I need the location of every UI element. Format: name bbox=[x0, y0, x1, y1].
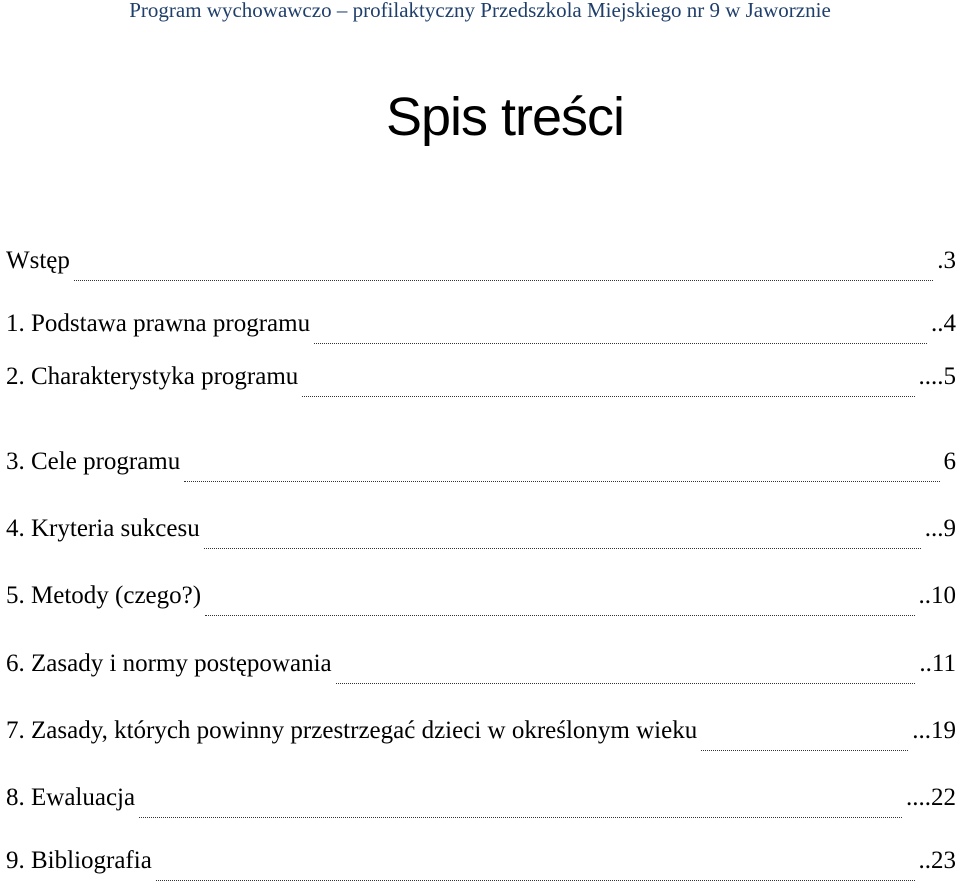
toc-entry-page: ....5 bbox=[918, 363, 956, 390]
toc-entry-2[interactable] bbox=[6, 363, 956, 403]
toc-entry-page: ..4 bbox=[931, 310, 956, 337]
toc-entry-3[interactable] bbox=[6, 448, 956, 488]
toc-leader bbox=[204, 547, 921, 549]
toc-entry-page: ...9 bbox=[924, 515, 956, 542]
toc-entry-7[interactable] bbox=[6, 717, 956, 757]
toc-leader bbox=[336, 682, 916, 684]
toc-entry-label: 8. Ewaluacja bbox=[6, 784, 136, 811]
toc-entry-6[interactable] bbox=[6, 650, 956, 690]
toc-leader bbox=[74, 279, 933, 281]
toc-entry-label: 1. Podstawa prawna programu bbox=[6, 310, 311, 337]
toc-entry-1[interactable] bbox=[6, 310, 956, 350]
page-title: Spis treści bbox=[385, 87, 625, 147]
toc-entry-label: 6. Zasady i normy postępowania bbox=[6, 650, 332, 677]
toc-entry-label: 5. Metody (czego?) bbox=[6, 582, 202, 609]
toc-entry-4[interactable] bbox=[6, 515, 956, 555]
toc-entry-intro[interactable] bbox=[6, 247, 956, 287]
toc-entry-8[interactable] bbox=[6, 784, 956, 824]
toc-entry-page: ..11 bbox=[919, 650, 956, 677]
toc-leader bbox=[701, 749, 908, 751]
toc-entry-page: .3 bbox=[937, 247, 956, 274]
toc-entry-page: ..10 bbox=[918, 582, 956, 609]
toc-entry-label: 3. Cele programu bbox=[6, 448, 181, 475]
toc-entry-5[interactable] bbox=[6, 582, 956, 622]
toc-entry-label: 4. Kryteria sukcesu bbox=[6, 515, 200, 542]
toc-entry-page: ...19 bbox=[912, 717, 956, 744]
toc-entry-page: ..23 bbox=[918, 847, 956, 874]
toc-leader bbox=[205, 614, 914, 616]
toc-leader bbox=[139, 816, 902, 818]
toc-entry-9[interactable] bbox=[6, 847, 956, 887]
toc-entry-page: ....22 bbox=[906, 784, 956, 811]
toc-entry-label: 2. Charakterystyka programu bbox=[6, 363, 299, 390]
toc-entry-page: 6 bbox=[943, 448, 956, 475]
toc-entry-label: Wstęp bbox=[6, 247, 70, 274]
toc-entry-label: 7. Zasady, których powinny przestrzegać dzieci w określonym wieku bbox=[6, 717, 698, 744]
toc-leader bbox=[184, 480, 939, 482]
running-header: Program wychowawczo – profilaktyczny Przedszkola Miejskiego nr 9 w Jaworznie bbox=[129, 0, 831, 22]
toc-leader bbox=[156, 879, 915, 881]
toc-leader bbox=[302, 395, 914, 397]
toc-entry-label: 9. Bibliografia bbox=[6, 847, 152, 874]
toc-leader bbox=[314, 342, 927, 344]
